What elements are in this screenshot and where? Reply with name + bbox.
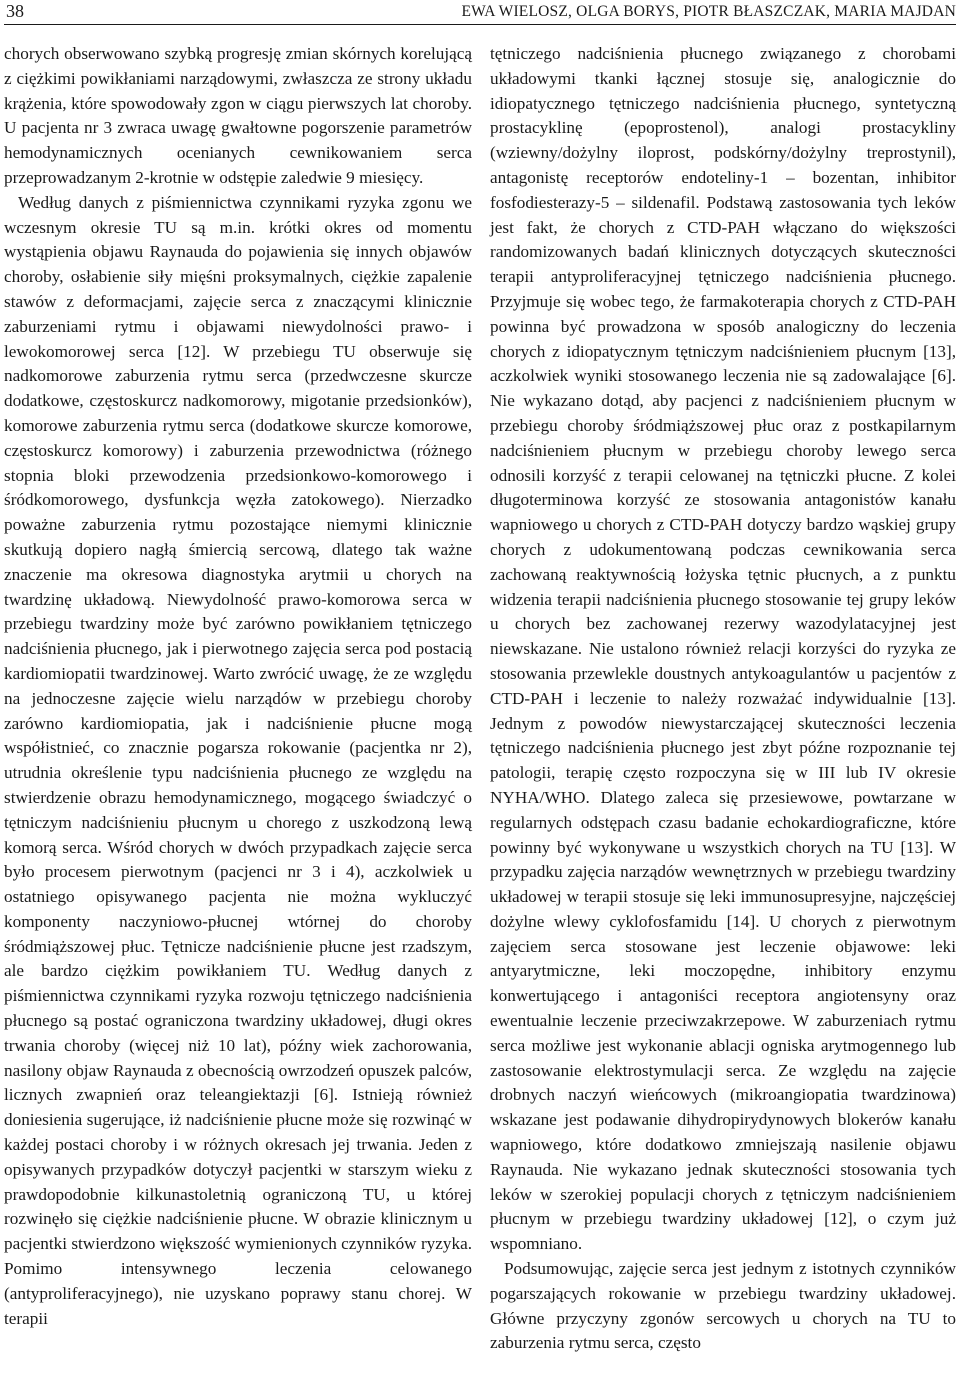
running-head-authors: EWA WIELOSZ, OLGA BORYS, PIOTR BŁASZCZAK, MARIA MAJDAN: [461, 3, 956, 20]
body-paragraph: Podsumowując, zajęcie serca jest jednym z istotnych czynników pogarszających rokowanie w przebiegu twardziny układowej. Główne przyczyny zgonów sercowych u chorych na TU to zaburzenia rytmu serca, często: [490, 1259, 956, 1353]
left-column: [4, 42, 472, 1331]
header-rule: [4, 24, 956, 25]
right-column: [490, 42, 956, 1356]
body-paragraph: tętniczego nadciśnienia płucnego związanego z chorobami układowymi tkanki łącznej stosuje się, analogicznie do idiopatycznego tętniczego nadciśnienia płucnego, syntetyczną prostacyklinę (epoprostenol), analogi prostacykliny (wziewny/dożylny iloprost, podskórny/dożylny treprostynil), antagonistę receptorów endoteliny-1 – bozentan, inhibitor fosfodiesterazy-5 – sildenafil. Podstawą zastosowania tych leków jest fakt, że chorych z CTD-PAH włączano do większości randomizowanych badań klinicznych dotyczących skuteczności terapii antyproliferacyjnej tętniczego nadciśnienia płucnego. Przyjmuje się wobec tego, że farmakoterapia chorych z CTD-PAH powinna być prowadzona w sposób analogiczny do leczenia chorych z idiopatycznym tętniczym nadciśnieniem płucnym [13], aczkolwiek wyniki stosowanego leczenia nie są zadowalające [6]. Nie wykazano dotąd, aby pacjenci z nadciśnieniem płucnym w przebiegu choroby śródmiąższowej płuc oraz z postkapilarnym nadciśnieniem płucnym w przebiegu choroby lewego serca odnosili korzyść z terapii celowanej na tętniczki płucne. Z kolei długoterminowa korzyść ze stosowania antagonistów kanału wapniowego u chorych z CTD-PAH dotyczy bardzo wąskiej grupy chorych z udokumentowaną podczas cewnikowania serca zachowaną reaktywnością łożyska tętnic płucnych, a z punktu widzenia terapii nadciśnienia płucnego stosowanie tej grupy leków u chorych bez zachowanej rezerwy wazodylatacyjnej jest niewskazane. Nie ustalono również relacji korzyści do ryzyka ze stosowania przewlekle doustnych antykoagulantów u pacjentów z CTD-PAH i leczenie to należy rozważać indywidualnie [13]. Jednym z powodów niewystarczającej skuteczności leczenia tętniczego nadciśnienia płucnego jest zbyt późne rozpoznanie tej patologii, terapię często rozpoczyna się w III lub IV okresie NYHA/WHO. Dlatego zaleca się przesiewowe, powtarzane w regularnych odstępach czasu badanie echokardiograficzne, które powinny być wykonywane u wszystkich chorych na TU [13]. W przypadku zajęcia narządów wewnętrznych w przebiegu twardziny układowej w terapii stosuje się leki immunosupresyjne, najczęściej dożylne wlewy cyklofosfamidu [14]. U chorych z pierwotnym zajęciem serca stosowane jest leczenie objawowe: leki antyarytmiczne, leki moczopędne, inhibitory enzymu konwertującego i antagoniści receptora angiotensyny oraz ewentualnie leczenie przeciwzakrzepowe. W zaburzeniach rytmu serca możliwe jest wykonanie ablacji ogniska arytmogennego lub zastosowanie elektrostymulacji serca. Ze względu na zajęcie drobnych naczyń wieńcowych (mikroangiopatia twardzinowa) wskazane jest podawanie dihydropirydynowych blokerów kanału wapniowego, które dodatkowo zmniejszają nasilenie objawu Raynauda. Nie wykazano jednak skuteczności stosowania tych leków w szerokiej populacji chorych z tętniczym nadciśnieniem płucnym w przebiegu twardziny układowej [12], o czym już wspomniano.: [490, 44, 956, 1254]
page-number: 38: [6, 1, 24, 21]
page-header: [0, 0, 960, 28]
body-paragraph: chorych obserwowano szybką progresję zmian skórnych korelującą z ciężkimi powikłaniami narządowymi, zwłaszcza ze strony układu krążenia, które spowodowały zgon w ciągu pierwszych lat choroby. U pacjenta nr 3 zwraca uwagę gwałtowne pogorszenie parametrów hemodynamicznych ocenianych cewnikowaniem serca przeprowadzanym 2-krotnie w odstępie zaledwie 9 miesięcy.: [4, 44, 472, 187]
body-paragraph: Według danych z piśmiennictwa czynnikami ryzyka zgonu we wczesnym okresie TU są m.in. krótki okres od momentu wystąpienia objawu Raynauda do pojawienia się innych objawów choroby, osłabienie siły mięśni proksymalnych, ciężkie zapalenie stawów z deformacjami, zajęcie serca z znaczącymi klinicznie zaburzeniami rytmu i objawami niewydolności prawo- i lewokomorowej serca [12]. W przebiegu TU obserwuje się nadkomorowe zaburzenia rytmu serca (przedwczesne skurcze dodatkowe, częstoskurcz nadkomorowy, migotanie przedsionków), komorowe zaburzenia rytmu serca (dodatkowe skurcze komorowe, częstoskurcz komorowy) i zaburzenia przewodnictwa (różnego stopnia bloki przewodzenia przedsionkowo-komorowego i śródkomorowego, dysfunkcja węzła zatokowego). Nierzadko poważne zaburzenia rytmu pozostające niemymi klinicznie skutkują dopiero nagłą śmiercią sercową, dlatego tak ważne znaczenie ma okresowa diagnostyka arytmii u chorych na twardzinę układową. Niewydolność prawo-komorowa serca w przebiegu twardziny może być zarówno powikłaniem tętniczego nadciśnienia płucnego, jak i pierwotnego zajęcia serca pod postacią kardiomiopatii twardzinowej. Warto zwrócić uwagę, że ze względu na jednoczesne zajęcie wielu narządów w przebiegu choroby zarówno kardiomiopatia, jak i nadciśnienie płucne mogą współistnieć, co znacznie pogarsza rokowanie (pacjentka nr 2), utrudnia określenie typu nadciśnienia płucnego ze względu na stwierdzenie obrazu hemodynamicznego, mogącego świadczyć o tętniczym nadciśnieniu płucnym u chorego z uszkodzoną lewą komorą serca. Wśród chorych w dwóch przypadkach zajęcie serca było procesem pierwotnym (pacjenci nr 3 i 4), aczkolwiek u ostatniego opisywanego pacjenta nie można wykluczyć komponenty naczyniowo-płucnej wtórnej do choroby śródmiąższowej płuc. Tętnicze nadciśnienie płucne jest rzadszym, ale bardzo ciężkim powikłaniem TU. Według danych z piśmiennictwa czynnikami ryzyka rozwoju tętniczego nadciśnienia płucnego są postać ograniczona twardziny układowej, długi okres trwania choroby (więcej niż 10 lat), późny wiek zachorowania, nasilony objaw Raynauda z obecnością owrzodzeń opuszek palców, licznych zwapnień oraz teleangiektazji [6]. Istnieją również doniesienia sugerujące, iż nadciśnienie płucne może się rozwinąć w każdej postaci choroby i w różnych okresach jej trwania. Jeden z opisywanych przypadków dotyczył pacjentki w starszym wieku z prawdopodobnie kilkunastoletnią ograniczoną TU, u której rozwinęło się ciężkie nadciśnienie płucne. W obrazie klinicznym u pacjentki stwierdzono większość wymienionych czynników ryzyka. Pomimo intensywnego leczenia celowanego (antyproliferacyjnego), nie uzyskano poprawy stanu chorej. W terapii: [4, 192, 472, 1328]
